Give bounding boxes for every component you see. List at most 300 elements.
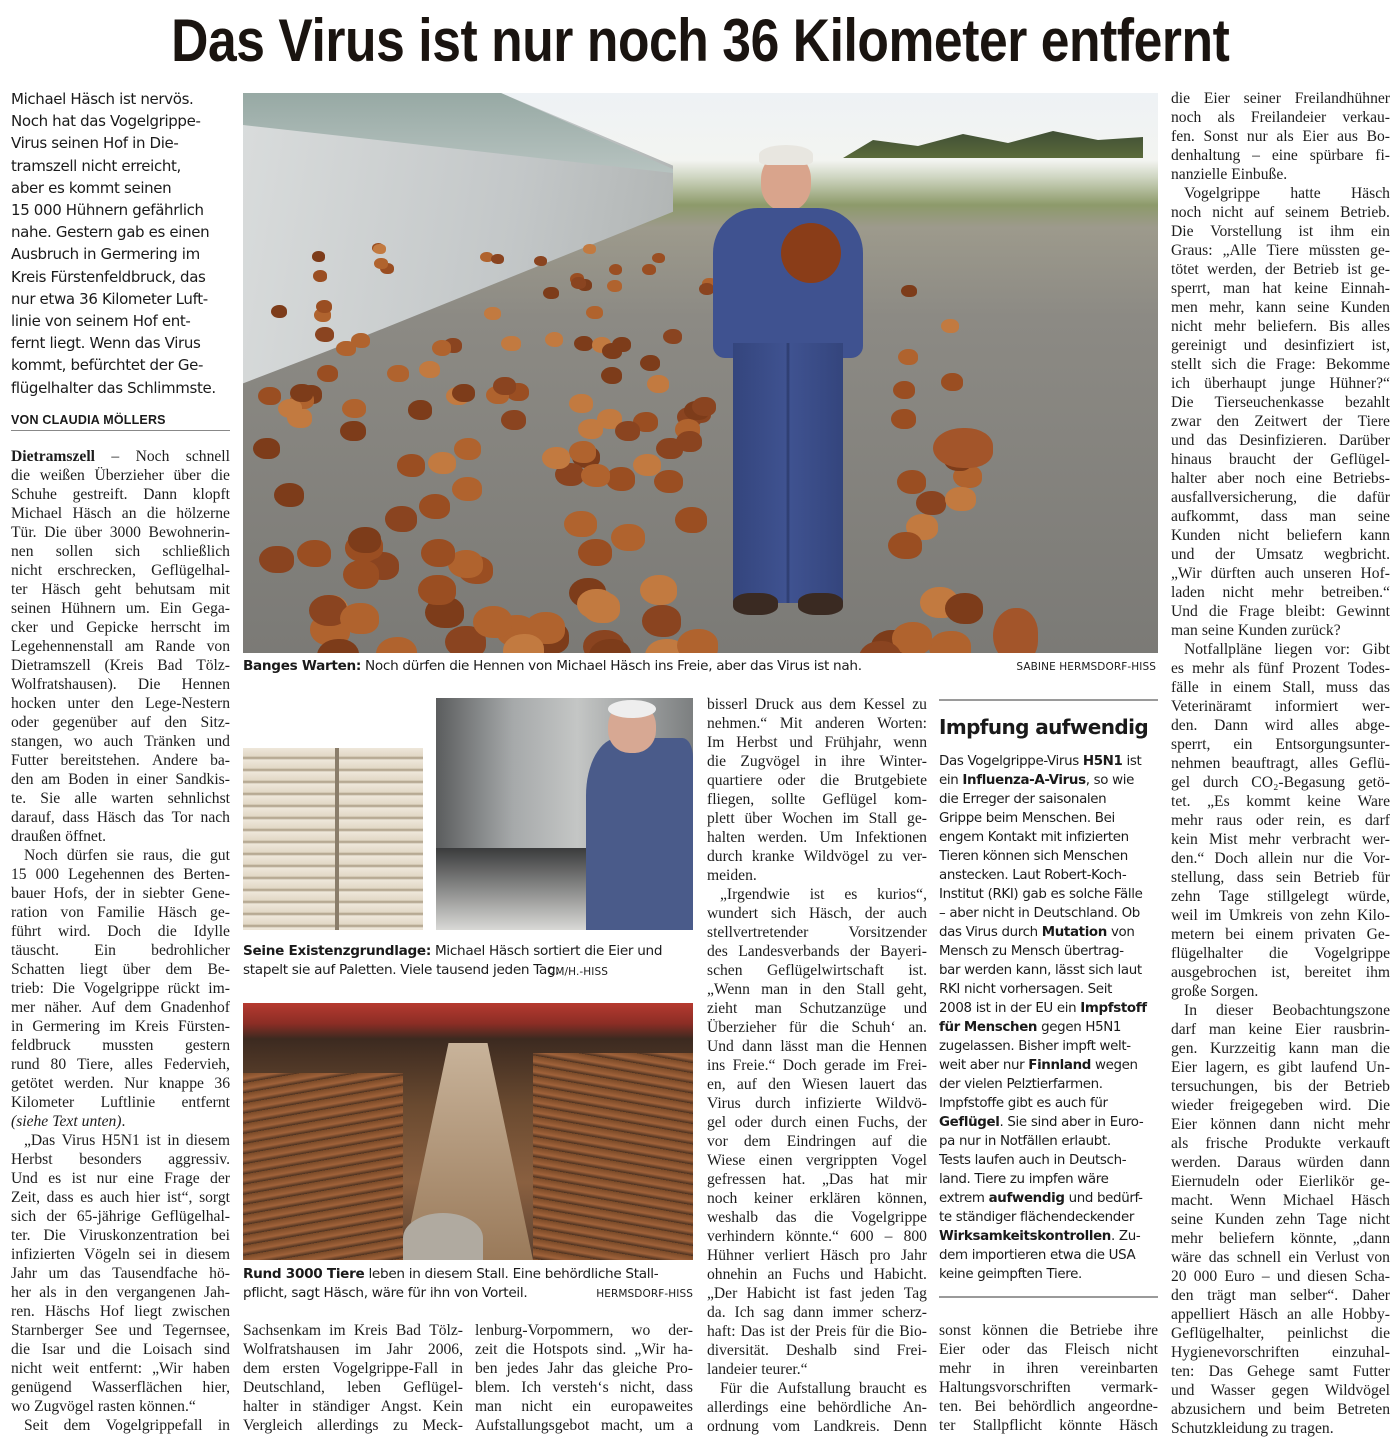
text-line: haft: Das ist der Preis für die Bio- (707, 1323, 927, 1340)
text-line: ration von Familie Häsch ge- (11, 904, 230, 921)
text-line: Futter bereitstehen. Andere ba- (11, 752, 230, 769)
text-line: nen sollen sich schließlich (11, 543, 230, 560)
hen (581, 464, 610, 487)
text-line: Notfallpläne liegen vor: Gibt (1184, 641, 1390, 658)
text-line: oder gegenüber auf den Sitz- (11, 714, 230, 731)
text-line: Zeit, dass es auch hier ist“, sorgt (11, 1189, 230, 1206)
caption-text-line2: stapelt sie auf Paletten. Viele tausend jeden Tag. (243, 962, 560, 978)
text-line: Wolfratshausen im Jahr 2006, (243, 1341, 463, 1358)
hen (385, 506, 417, 532)
lead-line: Noch hat das Vogelgrippe- (11, 112, 201, 131)
text-line: landeier teurer.“ (707, 1361, 808, 1378)
article-column-2b (475, 1321, 693, 1435)
hen (484, 307, 501, 321)
text-line: nicht erschrecken, Geflügelhal- (11, 562, 230, 579)
text-line: mehr in ihren vereinbarten (939, 1360, 1158, 1377)
text-line: Virus durch infizierte Wildvö- (707, 1095, 927, 1112)
eggs-on-pallets-photo (243, 698, 423, 930)
caption-lead: Rund 3000 Tiere (243, 1266, 365, 1282)
lead-line: linie von seinem Hof ent- (11, 312, 191, 331)
text-line: den.“ Doch allein nur die Vor- (1171, 850, 1390, 867)
hen (945, 593, 983, 624)
hen (609, 264, 623, 275)
text-line: ordnung vom Landkreis. Denn (707, 1418, 927, 1435)
text-line: fliegen, sollte Geflügel kom- (707, 791, 927, 808)
text-line: Mensch zu Mensch übertrag- (939, 944, 1124, 959)
text-line: mehr raus oder rein, es darf (1171, 812, 1390, 829)
hen (315, 327, 334, 342)
hen (933, 428, 993, 468)
article-lead (11, 88, 233, 399)
text-line: Überzieher für die Schuh‘ an. (707, 1019, 927, 1036)
text-line: die weißen Überzieher über die (11, 467, 230, 484)
text-line: quartiere oder die Brutgebiete (707, 772, 927, 789)
hen (676, 431, 702, 452)
text-line: 20 000 Euro – und diesen Scha- (1171, 1268, 1390, 1285)
text-line: des Landesverbands der Bayeri- (707, 943, 927, 960)
text-line: – aber nicht in Deutschland. Ob (939, 906, 1140, 921)
hen (642, 605, 681, 637)
hen (340, 421, 366, 441)
headline-text: Das Virus ist nur noch 36 Kilometer entfernt (170, 7, 1230, 74)
text-line: Hygienevorschriften einzuhal- (1171, 1344, 1390, 1361)
text-line: Sachsenkam im Kreis Bad Tölz- (243, 1322, 463, 1339)
text-line: „Irgendwie ist es kurios“, (720, 886, 927, 903)
text-line: da. Ich sag dann immer scherz- (707, 1304, 927, 1321)
hen (606, 467, 635, 490)
text-line: Seit dem Vogelgrippefall in (24, 1417, 230, 1434)
text-line: genügend Wasserflächen hier, (11, 1379, 230, 1396)
paragraph (11, 846, 230, 1131)
text-line: macht. Wenn Michael Häsch (1171, 1192, 1390, 1209)
article-column-4 (939, 1321, 1158, 1435)
text-line: ter. Die Viruskonzentration bei (11, 1227, 230, 1244)
text-line: werden. Daraus würden dann (1171, 1154, 1390, 1171)
hen (452, 384, 475, 402)
text-line: ten. Bei behördlich angeordne- (939, 1398, 1158, 1415)
text-line: als frische Produkte verkauft (1171, 1135, 1390, 1152)
text-line: gel oder durch einen Fuchs, der (707, 1114, 927, 1131)
text-line: Graus: „Alle Tiere müssten ge- (1171, 242, 1390, 259)
text-line: Noch dürfen sie raus, die gut (24, 847, 230, 864)
lead-line: aber es kommt seinen (11, 178, 172, 197)
lead-line: Ausbruch in Germering im (11, 245, 200, 264)
text-line: Wiese einen vergrippten Vogel (707, 1152, 927, 1169)
text-line: stellvertretender Vorsitzender (707, 924, 927, 941)
hen (373, 244, 385, 254)
text-line: vor dem Eindringen auf die (707, 1133, 927, 1150)
text-line: seinen Hühnern um. Ein Gega- (11, 600, 230, 617)
hen (271, 305, 288, 319)
paragraph (243, 1321, 463, 1435)
text-line: infizierten Vögeln sei in diesem (11, 1246, 230, 1263)
text-line: verhindern könnte.“ 600 – 800 (707, 1228, 927, 1245)
text-line: blem. Ich versteh‘s nicht, dass (475, 1379, 693, 1396)
hen (452, 477, 482, 501)
hen (941, 319, 959, 333)
text-line: große Sorgen. (1171, 983, 1259, 1000)
hen (501, 410, 526, 430)
hen (543, 287, 559, 299)
hen (647, 375, 669, 393)
text-line: Dietramszell – Noch schnell (11, 448, 230, 465)
hen (534, 256, 547, 267)
hen (945, 487, 976, 511)
hen (343, 560, 379, 589)
text-line: ein Influenza-A-Virus, so wie (939, 773, 1134, 788)
hen (615, 421, 641, 441)
hen (929, 631, 970, 653)
hen (408, 400, 432, 419)
hen (578, 539, 612, 567)
text-line: noch keiner erklären können, (707, 1190, 927, 1207)
text-line: Vogelgrippe hatte Häsch (1184, 185, 1390, 202)
hen (342, 399, 366, 418)
hen (387, 365, 408, 382)
text-line: anstecken. Laut Robert-Koch- (939, 868, 1127, 883)
paragraph (707, 885, 927, 1379)
hen (652, 253, 665, 263)
text-line: Schuhe gestreift. Dann klopft (11, 486, 230, 503)
text-line: Geflügelhalter, peinlichst die (1171, 1325, 1390, 1342)
text-line: Tieren können sich Menschen (939, 849, 1128, 864)
paragraph (707, 695, 927, 885)
hen (419, 494, 450, 519)
hen (313, 270, 327, 281)
text-line: ich überhaupt junge Hühner?“ (1171, 375, 1390, 392)
text-line: Und die Frage bleibt: Gewinnt (1171, 603, 1390, 620)
text-line: Haltungsvorschriften vermark- (939, 1379, 1158, 1396)
hen (274, 483, 304, 507)
text-line: dem importieren etwa die USA (939, 1248, 1136, 1263)
text-line: Veterinäramt informiert wer- (1171, 698, 1390, 715)
text-line: gereinigt und desinfiziert ist, (1171, 337, 1390, 354)
paragraph (1171, 640, 1390, 1001)
text-line: sich der 65-jährige Geflügelhal- (11, 1208, 230, 1225)
hen (432, 340, 452, 356)
text-line: Eier lagern, es gibt laufend Un- (1171, 1059, 1390, 1076)
text-line: Impfstoffe gibt es auch für (939, 1096, 1108, 1111)
lead-line: tramszell nicht erreicht, (11, 156, 181, 175)
text-line: Legehennenstall am Rande von (11, 638, 230, 655)
text-line: ausgebrochen ist, bereitet ihm (1171, 964, 1390, 981)
hen (297, 540, 331, 568)
hen (397, 454, 425, 476)
text-line: Herbst besonders aggressiv. (11, 1151, 230, 1168)
text-line: rund 80 Tiere, alles Federvieh, (11, 1056, 230, 1073)
hen (348, 527, 382, 554)
hen (640, 355, 661, 371)
paragraph (11, 1416, 230, 1435)
text-line: wieder freigegeben wird. Die (1171, 1097, 1390, 1114)
text-line: darf man keine Eier rausbrin- (1171, 1021, 1390, 1038)
text-line: ins Freie.“ Doch gerade im Frei- (707, 1057, 927, 1074)
text-line: tersuchungen, bis der Betrieb (1171, 1078, 1390, 1095)
text-line: weshalb das die Vogelgrippe (707, 1209, 927, 1226)
text-line: (siehe Text unten). (11, 1113, 126, 1130)
text-line: bisserl Druck aus dem Kessel zu (707, 696, 927, 713)
infobox-title: Impfung aufwendig (939, 715, 1149, 739)
paragraph (11, 1131, 230, 1416)
hen (891, 409, 916, 429)
article-column-3 (707, 695, 927, 1436)
text-line: weit aber nur Finnland wegen (939, 1058, 1138, 1073)
divider (939, 699, 1158, 701)
lead-line: Kreis Fürstenfeldbruck, das (11, 267, 206, 286)
text-line: Eier oder das Fleisch nicht (939, 1341, 1158, 1358)
text-line: durch kranke Wildvögel zu ver- (707, 848, 927, 865)
hen (901, 285, 916, 297)
hen (545, 332, 564, 347)
hen (253, 438, 280, 459)
text-line: tet. „Es kommt keine Ware (1171, 793, 1390, 810)
text-line: darauf, dass Häsch das Tor nach (11, 809, 230, 826)
paragraph (1171, 184, 1390, 640)
text-line: meiden. (707, 867, 757, 884)
text-line: ren. Häschs Hof liegt zwischen (11, 1303, 230, 1320)
text-line: ter Häsch geht behutsam mit (11, 581, 230, 598)
lead-line: 15 000 Hühnern gefährlich (11, 201, 204, 220)
text-line: cker und Gepicke herrscht im (11, 619, 230, 636)
text-line: Eiernudeln oder Eierlikör ge- (1171, 1173, 1390, 1190)
lead-line: Michael Häsch ist nervös. (11, 90, 194, 108)
text-line: gen. Kurzzeitig kann man die (1171, 1040, 1390, 1057)
text-line: schen Geflügelwirtschaft ist. (707, 962, 927, 979)
hen (312, 251, 325, 261)
text-line: Das Vogelgrippe-Virus H5N1 ist (939, 754, 1142, 769)
hen (602, 343, 622, 359)
text-line: seine Kunden zehn Tage nicht (1171, 1211, 1390, 1228)
photo-credit: HERMSDORF-HISS (596, 1288, 693, 1300)
text-line: den am Boden in einer Sandkis- (11, 771, 230, 788)
text-line: land. Tiere zu impfen wäre (939, 1172, 1109, 1187)
text-line: hinaus braucht der Geflügel- (1171, 451, 1390, 468)
hen (376, 637, 418, 653)
text-line: in Germering im Kreis Fürsten- (11, 1018, 230, 1035)
hen (473, 606, 512, 638)
text-line: Wolfratshausen). Die Hennen (11, 676, 230, 693)
text-line: te. Sie alle warten sehnlichst (11, 790, 230, 807)
text-line: wäre das schnell ein Verlust von (1171, 1249, 1390, 1266)
text-line: stellt sich die Frage: Bekomme (1171, 356, 1390, 373)
text-line: die Zugvögel in ihre Winter- (707, 753, 927, 770)
text-line: tötet werden, der Betrieb ist ge- (1171, 261, 1390, 278)
hen (586, 306, 603, 320)
text-line: allerdings eine behördliche An- (707, 1399, 927, 1416)
hen (916, 491, 947, 516)
hen (893, 381, 916, 399)
hen (571, 277, 586, 289)
text-line: Tests laufen auch in Deutsch- (939, 1153, 1127, 1168)
text-line: abzusichern und beim Betreten (1171, 1401, 1390, 1418)
hen (601, 367, 623, 384)
hen (642, 264, 656, 275)
text-line: ohnehin an Fuchs und Habicht. (707, 1266, 927, 1283)
hen (421, 539, 455, 567)
byline: VON CLAUDIA MÖLLERS (11, 413, 230, 431)
caption-text: Noch dürfen die Hennen von Michael Häsch ins Freie, aber das Virus ist nah. (361, 658, 862, 674)
hen (317, 365, 338, 382)
hen (611, 524, 644, 551)
hen (583, 244, 595, 254)
text-line: engem Kontakt mit infizierten (939, 830, 1129, 845)
text-line: Und es ist nur eine Frage der (11, 1170, 230, 1187)
tree-line (843, 128, 1143, 158)
caption-text: leben in diesem Stall. Eine behördliche Stall- (364, 1266, 659, 1282)
text-line: „Wir dürften auch unseren Hof- (1171, 565, 1390, 582)
text-line: extrem aufwendig und bedürf- (939, 1191, 1143, 1206)
hen (290, 384, 313, 402)
text-line: zehn Tage stillgelegt würde, (1171, 888, 1390, 905)
text-line: die Isar und die Loisach sind (11, 1341, 230, 1358)
hen (577, 589, 615, 620)
text-line: nanzielle Einbuße. (1171, 166, 1288, 183)
lead-line: kommt, befürchtet der Ge- (11, 356, 204, 375)
text-line: fen. Sonst nur als Eier aus Bo- (1171, 128, 1390, 145)
text-line: noch als Freilandeier verkau- (1171, 109, 1390, 126)
photo-credit: SABINE HERMSDORF-HISS (1016, 661, 1156, 673)
text-line: und das Desinfizieren. Darüber (1171, 432, 1390, 449)
text-line: gefressen hat. „Das hat mir (707, 1171, 927, 1188)
paragraph (475, 1321, 693, 1435)
hen (419, 361, 440, 378)
text-line: laden nicht mehr betreiben.“ (1171, 584, 1390, 601)
text-line: die Erreger der saisonalen (939, 792, 1107, 807)
text-line: appelliert Häsch an alle Hobby- (1171, 1306, 1390, 1323)
text-line: man nicht ein europaweites (475, 1398, 693, 1415)
article-column-2a (243, 1321, 463, 1435)
text-line: ten: Das Gehege samt Futter (1171, 1363, 1390, 1380)
text-line: denhaltung – eine spürbare fi- (1171, 147, 1390, 164)
hen (675, 507, 707, 533)
text-line: nicht weit entfernt: „Wir haben (11, 1360, 230, 1377)
article-column-5 (1171, 89, 1390, 1438)
text-line: Vergleich allerdings zu Meck- (243, 1417, 463, 1434)
text-line: en, auf den Wiesen lauert das (707, 1076, 927, 1093)
text-line: den. Dann wird alles abge- (1171, 717, 1390, 734)
text-line: das Virus durch Mutation von (939, 925, 1135, 940)
text-line: RKI nicht vorhersagen. Seit (939, 982, 1112, 997)
text-line: hocken unter den Lege-Nestern (11, 695, 230, 712)
hen (888, 532, 922, 559)
hen (340, 603, 379, 634)
text-line: weil im Umkreis von zehn Kilo- (1171, 907, 1390, 924)
text-line: Schutzkleidung zu tragen. (1171, 1420, 1334, 1437)
text-line: zieht man Schutzanzüge und (707, 1000, 927, 1017)
hen (454, 438, 481, 460)
hen (501, 336, 520, 351)
text-line: te ständiger flächendeckender (939, 1210, 1134, 1225)
text-line: den trägt man selber“. Daher (1171, 1287, 1390, 1304)
caption-lead: Seine Existenzgrundlage: (243, 943, 431, 959)
text-line: In dieser Beobachtungszone (1184, 1002, 1390, 1019)
text-line: Deutschland, leben Geflügel- (243, 1379, 463, 1396)
text-line: trieb: Die Vogelgrippe rückt im- (11, 980, 230, 997)
caption-lead: Banges Warten: (243, 658, 362, 674)
text-line: her als in den vergangenen Jah- (11, 1284, 230, 1301)
hen (491, 254, 504, 264)
text-line: „Das Virus H5N1 ist in diesem (24, 1132, 230, 1149)
text-line: 2008 ist in der EU ein Impfstoff (939, 1001, 1147, 1016)
text-line: Geflügel. Sie sind aber in Euro- (939, 1115, 1144, 1130)
hen (941, 373, 963, 391)
text-line: Grippe beim Menschen. Bei (939, 811, 1115, 826)
text-line: zwar den Zeitwert der Tiere (1171, 413, 1390, 430)
lead-line: fernt liegt. Wenn das Virus (11, 334, 201, 353)
text-line: aufkommt, dass man seine (1171, 508, 1390, 525)
text-line: mehr beliefern könnte, „dann (1171, 1230, 1390, 1247)
stall-interior-photo (243, 1003, 693, 1260)
text-line: Dietramszell (Kreis Bad Tölz- (11, 657, 230, 674)
text-line: noch nicht auf seinem Betrieb. (1171, 204, 1390, 221)
text-line: getötet werden. Nur knappe 36 (11, 1075, 230, 1092)
text-line: flügelhalter die Vogelgrippe (1171, 945, 1390, 962)
text-line: „Der Habicht ist fast jeden Tag (707, 1285, 927, 1302)
text-line: man seine Kunden zurück? (1171, 622, 1341, 639)
hen (898, 349, 918, 365)
text-line: pa nur in Notfällen erlaubt. (939, 1134, 1111, 1149)
hen (897, 470, 926, 493)
text-line: stellung, dass sein Betrieb für (1171, 869, 1390, 886)
hen (574, 336, 593, 351)
text-line: ben jedes Jahr das gleiche Pro- (475, 1360, 693, 1377)
lead-line: nahe. Gestern gab es einen (11, 223, 210, 242)
text-line: Hühner verliert Häsch pro Jahr (707, 1247, 927, 1264)
text-line: Kilometer Luftlinie entfernt (11, 1094, 230, 1111)
text-line: Institut (RKI) gab es solche Fälle (939, 887, 1143, 902)
main-photo-farmer-with-hens (243, 93, 1158, 653)
text-line: Tür. Die über 3000 Bewohnerin- (11, 524, 230, 541)
text-line: sonst können die Betriebe ihre (939, 1322, 1158, 1339)
text-line: wundert sich Häsch, der auch (707, 905, 927, 922)
hen (993, 608, 1038, 653)
text-line: und der Umsatz wegbricht. (1171, 546, 1390, 563)
article-column-1 (11, 447, 230, 1435)
photo-credit: CM/H.-HISS (547, 966, 608, 978)
text-line: „Wenn man in den Stall geht, (707, 981, 927, 998)
hen (654, 470, 683, 493)
text-line: Jahr um das Tausendfache hö- (11, 1265, 230, 1282)
text-line: halter aber noch eine Betriebs- (1171, 470, 1390, 487)
text-line: täuscht. Ein bedrohlicher (11, 942, 230, 959)
hen (569, 394, 593, 413)
text-line: sperrt, man hat keine Einnah- (1171, 280, 1390, 297)
text-line: Im Herbst und Frühjahr, wenn (707, 734, 927, 751)
text-line: nehmen beauftragt, alles Geflü- (1171, 755, 1390, 772)
text-line: es mehr als fünf Prozent Todes- (1171, 660, 1390, 677)
hen (663, 329, 682, 344)
text-line: 15 000 Legehennen des Berten- (11, 866, 230, 883)
text-line: bar werden kann, lässt sich laut (939, 963, 1142, 978)
hen (259, 546, 294, 574)
hen (258, 387, 281, 405)
farmer (713, 233, 863, 613)
hen (351, 333, 370, 348)
text-line: halter in ständiger Angst. Kein (243, 1398, 463, 1415)
hen (418, 575, 455, 605)
text-line: Die Vorstellung ist ihm ein (1171, 223, 1390, 240)
text-line: halten werden. Um Infektionen (707, 829, 927, 846)
main-photo-caption (243, 657, 862, 676)
hen (564, 511, 596, 537)
text-line: sperrt, ein Entsorgungsunter- (1171, 736, 1390, 753)
text-line: ausfallversicherung, die dafür (1171, 489, 1390, 506)
paragraph (939, 1321, 1158, 1435)
text-line: Michael Häsch an die hölzerne (11, 505, 230, 522)
text-line: Für die Aufstallung braucht es (720, 1380, 927, 1397)
text-line: ter Stallpflicht könnte Häsch (939, 1417, 1158, 1434)
text-line: zeit die Hotspots sind. „Wir ha- (475, 1341, 693, 1358)
